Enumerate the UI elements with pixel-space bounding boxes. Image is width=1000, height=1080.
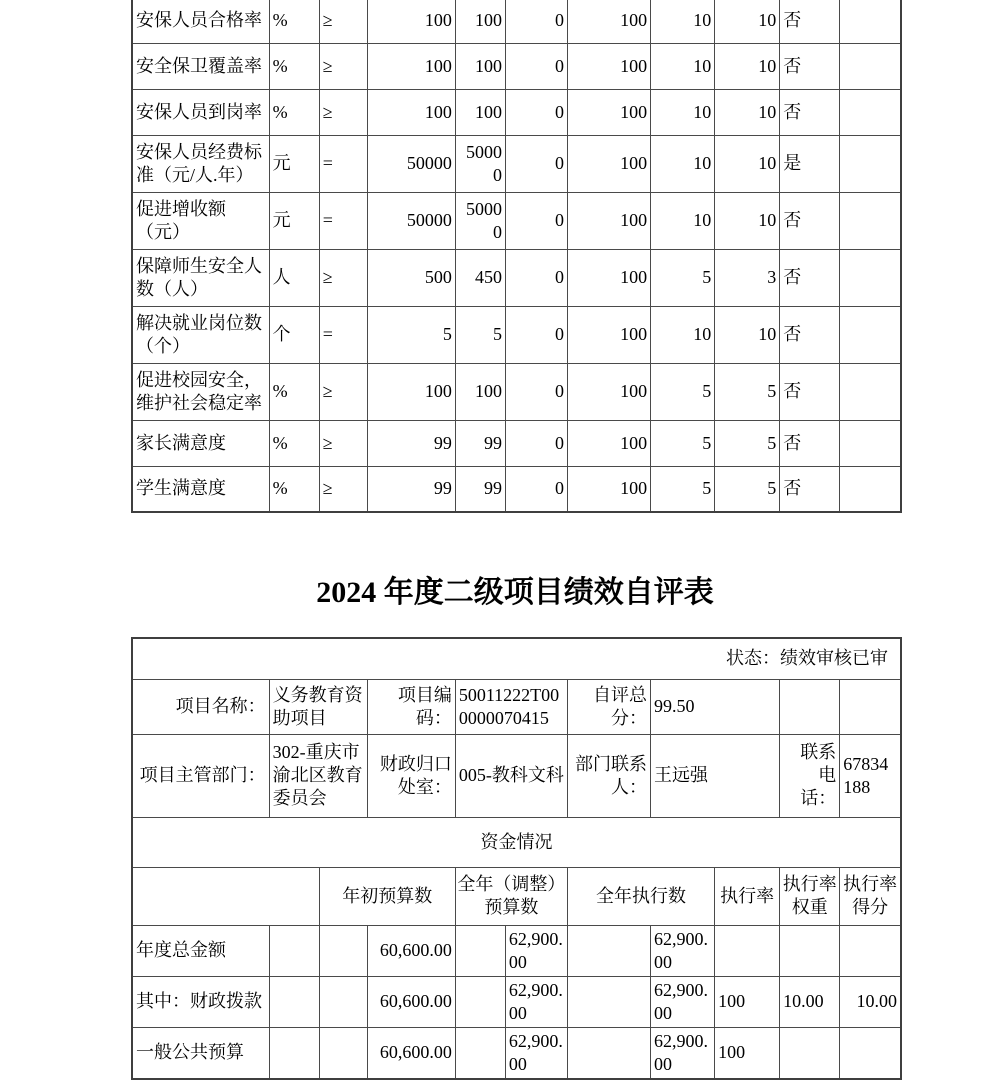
cell-c7 [567, 1027, 650, 1079]
cell-adjusted: 否 [780, 420, 840, 466]
header-exec-rate-weight: 执行率权重 [780, 867, 840, 925]
cell-target: 5 [367, 306, 455, 363]
cell-actual: 99 [455, 420, 505, 466]
cell-weight: 10 [651, 135, 715, 192]
cell-adjusted: 否 [780, 89, 840, 135]
cell-op: ≥ [319, 89, 367, 135]
cell-note [840, 0, 901, 43]
cell-actual: 450 [455, 249, 505, 306]
cell-weight: 5 [651, 466, 715, 512]
cell-adjusted: 否 [780, 192, 840, 249]
cell-rate: 100 [568, 306, 651, 363]
self-score-value: 99.50 [651, 679, 780, 734]
page-title: 2024 年度二级项目绩效自评表 [316, 576, 714, 609]
cell-name: 安保人员到岗率 [132, 89, 269, 135]
cell-label: 一般公共预算 [132, 1027, 269, 1079]
cell-op: ≥ [319, 249, 367, 306]
table-row [132, 976, 901, 1027]
cell-adjusted: 否 [780, 466, 840, 512]
cell-actual: 100 [455, 363, 505, 420]
header-exec-rate-score: 执行率得分 [840, 867, 901, 925]
phone-value: 67834188 [840, 734, 901, 817]
empty-cell [780, 679, 840, 734]
cell-executed: 62,900.00 [651, 1027, 715, 1079]
cell-name: 促进增收额（元） [132, 192, 269, 249]
cell-op: = [319, 306, 367, 363]
cell-actual: 100 [455, 43, 505, 89]
cell-weight: 5 [651, 363, 715, 420]
cell-rate: 100 [568, 89, 651, 135]
status-text: 状态：绩效审核已审 [132, 638, 901, 679]
table-row [132, 363, 901, 420]
cell-unit: % [269, 420, 319, 466]
cell-score [840, 1027, 901, 1079]
cell-adjusted: 62,900.00 [505, 976, 567, 1027]
cell-target: 500 [367, 249, 455, 306]
project-info-row-2 [132, 734, 901, 817]
self-score-label: 自评总分： [567, 679, 650, 734]
cell-score: 5 [715, 420, 780, 466]
funds-section-title: 资金情况 [132, 817, 901, 867]
status-row [132, 638, 901, 679]
cell-initial: 60,600.00 [367, 1027, 455, 1079]
cell-adjusted: 否 [780, 249, 840, 306]
cell-unit: 个 [269, 306, 319, 363]
cell-actual: 100 [455, 0, 505, 43]
header-executed: 全年执行数 [567, 867, 714, 925]
cell-rate: 100 [568, 135, 651, 192]
cell-deviation: 0 [505, 0, 567, 43]
cell-op: ≥ [319, 466, 367, 512]
table-row [132, 420, 901, 466]
cell-note [840, 420, 901, 466]
cell-target: 100 [367, 363, 455, 420]
cell-name: 学生满意度 [132, 466, 269, 512]
cell-unit: 元 [269, 192, 319, 249]
table-row [132, 466, 901, 512]
cell-weight: 10 [651, 306, 715, 363]
cell-target: 100 [367, 89, 455, 135]
cell-label: 其中：财政拨款 [132, 976, 269, 1027]
cell-weight: 10 [651, 0, 715, 43]
cell-deviation: 0 [505, 89, 567, 135]
cell-actual: 50000 [455, 192, 505, 249]
contact-label: 部门联系人： [567, 734, 650, 817]
cell-score: 10 [715, 0, 780, 43]
project-info-row-1 [132, 679, 901, 734]
cell-weight: 10 [651, 192, 715, 249]
cell-op: = [319, 135, 367, 192]
indicator-table [131, 0, 902, 513]
cell-note [840, 43, 901, 89]
cell-c7 [567, 976, 650, 1027]
cell-name: 保障师生安全人数（人） [132, 249, 269, 306]
cell-score: 5 [715, 466, 780, 512]
cell-initial: 60,600.00 [367, 925, 455, 976]
cell-rate: 100 [568, 420, 651, 466]
empty-cell [840, 679, 901, 734]
header-exec-rate: 执行率 [715, 867, 780, 925]
phone-label: 联系电话： [780, 734, 840, 817]
cell-weight: 5 [651, 420, 715, 466]
project-summary-table [131, 637, 902, 1080]
cell-unit: % [269, 363, 319, 420]
cell-target: 50000 [367, 135, 455, 192]
cell-executed: 62,900.00 [651, 976, 715, 1027]
cell-adjusted: 62,900.00 [505, 1027, 567, 1079]
cell-name: 促进校园安全，维护社会稳定率 [132, 363, 269, 420]
project-name-label: 项目名称： [132, 679, 269, 734]
cell-c5 [455, 976, 505, 1027]
cell-actual: 99 [455, 466, 505, 512]
cell-note [840, 89, 901, 135]
table-row [132, 0, 901, 43]
cell-deviation: 0 [505, 466, 567, 512]
cell-score: 5 [715, 363, 780, 420]
funds-header-row [132, 867, 901, 925]
cell-name: 安保人员经费标准（元/人.年） [132, 135, 269, 192]
cell-weight: 10 [651, 43, 715, 89]
cell-unit: % [269, 43, 319, 89]
indicator-table-body [132, 0, 901, 512]
finance-office-label: 财政归口处室： [367, 734, 455, 817]
cell-score: 10 [715, 135, 780, 192]
table-row [132, 89, 901, 135]
table-row [132, 249, 901, 306]
funds-section-row [132, 817, 901, 867]
cell-score: 10 [715, 89, 780, 135]
cell-deviation: 0 [505, 249, 567, 306]
cell-weight: 10 [651, 89, 715, 135]
cell-c2 [269, 1027, 319, 1079]
cell-score: 3 [715, 249, 780, 306]
cell-c3 [319, 976, 367, 1027]
cell-adjusted: 否 [780, 0, 840, 43]
cell-adjusted: 62,900.00 [505, 925, 567, 976]
cell-adjusted: 否 [780, 363, 840, 420]
cell-deviation: 0 [505, 420, 567, 466]
cell-note [840, 135, 901, 192]
cell-actual: 50000 [455, 135, 505, 192]
cell-name: 安全保卫覆盖率 [132, 43, 269, 89]
cell-rate: 100 [568, 192, 651, 249]
cell-deviation: 0 [505, 363, 567, 420]
cell-actual: 100 [455, 89, 505, 135]
cell-unit: % [269, 89, 319, 135]
cell-weight: 10.00 [780, 976, 840, 1027]
cell-score: 10 [715, 43, 780, 89]
cell-note [840, 192, 901, 249]
cell-c5 [455, 1027, 505, 1079]
cell-note [840, 249, 901, 306]
cell-rate: 100 [568, 466, 651, 512]
cell-name: 安保人员合格率 [132, 0, 269, 43]
cell-unit: % [269, 0, 319, 43]
contact-value: 王远强 [651, 734, 780, 817]
cell-target: 100 [367, 43, 455, 89]
dept-label: 项目主管部门： [132, 734, 269, 817]
cell-op: = [319, 192, 367, 249]
cell-c3 [319, 925, 367, 976]
cell-rate [715, 925, 780, 976]
cell-rate: 100 [568, 363, 651, 420]
cell-op: ≥ [319, 363, 367, 420]
dept-value: 302-重庆市渝北区教育委员会 [269, 734, 367, 817]
finance-office-value: 005-教科文科 [455, 734, 567, 817]
cell-deviation: 0 [505, 135, 567, 192]
cell-adjusted: 是 [780, 135, 840, 192]
table-row [132, 135, 901, 192]
cell-c5 [455, 925, 505, 976]
cell-c3 [319, 1027, 367, 1079]
table-row [132, 1027, 901, 1079]
cell-weight [780, 1027, 840, 1079]
cell-adjusted: 否 [780, 306, 840, 363]
cell-label: 年度总金额 [132, 925, 269, 976]
cell-name: 家长满意度 [132, 420, 269, 466]
cell-unit: % [269, 466, 319, 512]
header-adjusted-budget: 全年（调整）预算数 [455, 867, 567, 925]
table-row [132, 306, 901, 363]
cell-rate: 100 [568, 0, 651, 43]
cell-rate: 100 [568, 43, 651, 89]
empty-header-cell [132, 867, 319, 925]
cell-op: ≥ [319, 420, 367, 466]
cell-target: 50000 [367, 192, 455, 249]
cell-target: 99 [367, 466, 455, 512]
table-row [132, 192, 901, 249]
project-code-value: 50011222T000000070415 [455, 679, 567, 734]
cell-score: 10 [715, 306, 780, 363]
project-name-value: 义务教育资助项目 [269, 679, 367, 734]
cell-note [840, 363, 901, 420]
cell-weight: 5 [651, 249, 715, 306]
cell-deviation: 0 [505, 192, 567, 249]
cell-weight [780, 925, 840, 976]
cell-adjusted: 否 [780, 43, 840, 89]
cell-c2 [269, 976, 319, 1027]
cell-score [840, 925, 901, 976]
cell-score: 10.00 [840, 976, 901, 1027]
table-row [132, 925, 901, 976]
cell-op: ≥ [319, 43, 367, 89]
cell-executed: 62,900.00 [651, 925, 715, 976]
cell-actual: 5 [455, 306, 505, 363]
project-code-label: 项目编码： [367, 679, 455, 734]
cell-deviation: 0 [505, 306, 567, 363]
cell-name: 解决就业岗位数（个） [132, 306, 269, 363]
cell-unit: 元 [269, 135, 319, 192]
header-initial-budget: 年初预算数 [319, 867, 455, 925]
cell-target: 99 [367, 420, 455, 466]
cell-deviation: 0 [505, 43, 567, 89]
cell-rate: 100 [568, 249, 651, 306]
cell-unit: 人 [269, 249, 319, 306]
funds-table-body [132, 925, 901, 1079]
cell-op: ≥ [319, 0, 367, 43]
cell-rate: 100 [715, 1027, 780, 1079]
cell-note [840, 306, 901, 363]
cell-initial: 60,600.00 [367, 976, 455, 1027]
cell-c2 [269, 925, 319, 976]
cell-rate: 100 [715, 976, 780, 1027]
table-row [132, 43, 901, 89]
cell-c7 [567, 925, 650, 976]
cell-score: 10 [715, 192, 780, 249]
cell-target: 100 [367, 0, 455, 43]
cell-note [840, 466, 901, 512]
